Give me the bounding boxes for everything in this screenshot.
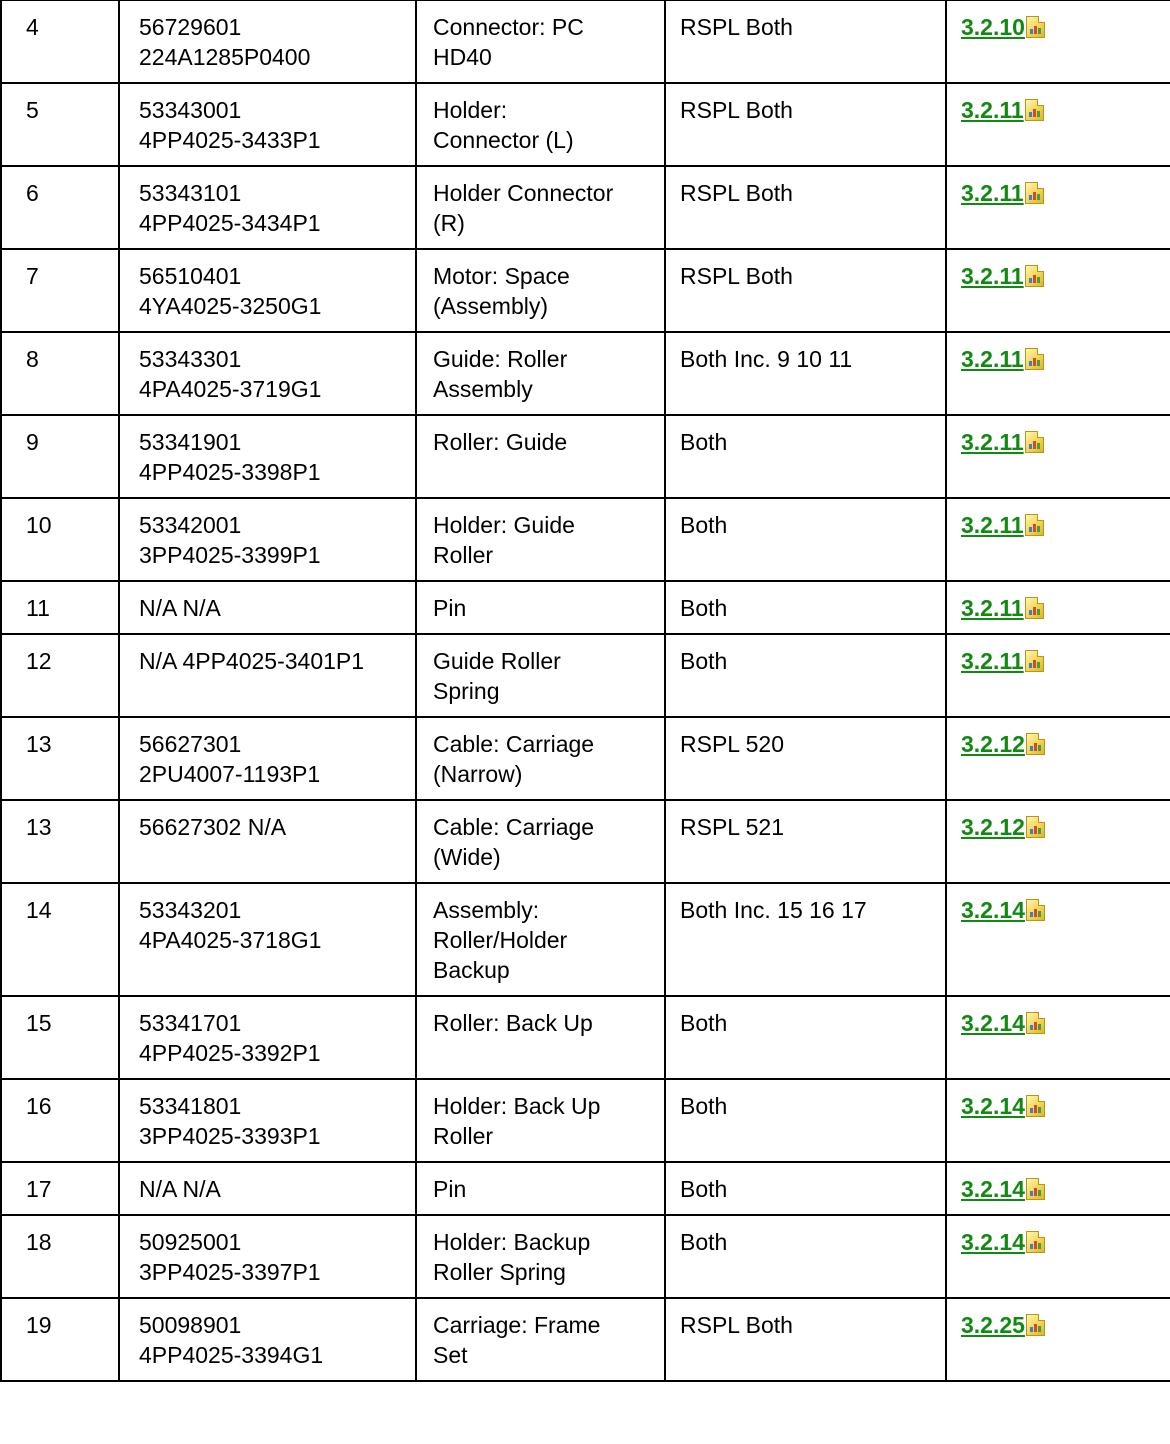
parts-table-body (1, 0, 1170, 1381)
reference-cell (946, 1298, 1170, 1381)
table-row (1, 996, 1170, 1079)
reference-link[interactable] (961, 97, 1024, 123)
item-number-cell: 16 (1, 1079, 119, 1162)
description-cell: Roller: Guide (416, 415, 665, 498)
reference-link-label: 3.2.25 (961, 1312, 1025, 1338)
reference-link-label: 3.2.14 (961, 1176, 1025, 1202)
table-row (1, 883, 1170, 996)
item-number-cell: 14 (1, 883, 119, 996)
item-number-cell: 18 (1, 1215, 119, 1298)
reference-link[interactable] (961, 1176, 1025, 1202)
description-cell: Roller: Back Up (416, 996, 665, 1079)
applicability-cell: RSPL Both (665, 1298, 946, 1381)
chart-document-icon[interactable] (1026, 899, 1045, 921)
part-numbers-cell: 56627302 N/A (119, 800, 416, 883)
reference-link[interactable] (961, 1093, 1025, 1119)
reference-link[interactable] (961, 14, 1025, 40)
item-number-cell: 19 (1, 1298, 119, 1381)
reference-link[interactable] (961, 595, 1024, 621)
part-numbers-cell: N/A N/A (119, 581, 416, 634)
reference-link[interactable] (961, 346, 1024, 372)
item-number-cell: 13 (1, 800, 119, 883)
item-number-cell: 17 (1, 1162, 119, 1215)
reference-link-label: 3.2.12 (961, 814, 1025, 840)
part-numbers-cell: N/A N/A (119, 1162, 416, 1215)
reference-link-label: 3.2.11 (961, 263, 1024, 289)
item-number-cell: 12 (1, 634, 119, 717)
reference-link[interactable] (961, 180, 1024, 206)
part-numbers-cell: 53343301 4PA4025-3719G1 (119, 332, 416, 415)
reference-cell (946, 249, 1170, 332)
item-number-cell: 5 (1, 83, 119, 166)
description-cell: Holder: Guide Roller (416, 498, 665, 581)
part-numbers-cell: 53342001 3PP4025-3399P1 (119, 498, 416, 581)
applicability-cell: RSPL 520 (665, 717, 946, 800)
applicability-cell: Both Inc. 9 10 11 (665, 332, 946, 415)
applicability-cell: Both Inc. 15 16 17 (665, 883, 946, 996)
table-row (1, 1162, 1170, 1215)
reference-link-label: 3.2.10 (961, 14, 1025, 40)
chart-document-icon[interactable] (1025, 514, 1044, 536)
description-cell: Holder: Backup Roller Spring (416, 1215, 665, 1298)
reference-link-label: 3.2.11 (961, 512, 1024, 538)
reference-cell (946, 1162, 1170, 1215)
item-number-cell: 11 (1, 581, 119, 634)
description-cell: Holder: Back Up Roller (416, 1079, 665, 1162)
reference-link[interactable] (961, 648, 1024, 674)
table-row (1, 1215, 1170, 1298)
description-cell: Pin (416, 1162, 665, 1215)
chart-document-icon[interactable] (1025, 431, 1044, 453)
table-row (1, 332, 1170, 415)
part-numbers-cell: 53343201 4PA4025-3718G1 (119, 883, 416, 996)
reference-link-label: 3.2.14 (961, 1093, 1025, 1119)
chart-document-icon[interactable] (1026, 1314, 1045, 1336)
reference-cell (946, 717, 1170, 800)
reference-cell (946, 581, 1170, 634)
applicability-cell: RSPL 521 (665, 800, 946, 883)
chart-document-icon[interactable] (1026, 733, 1045, 755)
part-numbers-cell: 53341901 4PP4025-3398P1 (119, 415, 416, 498)
description-cell: Holder Connector (R) (416, 166, 665, 249)
part-numbers-cell: 53341801 3PP4025-3393P1 (119, 1079, 416, 1162)
part-numbers-cell: 53341701 4PP4025-3392P1 (119, 996, 416, 1079)
part-numbers-cell: 56729601 224A1285P0400 (119, 0, 416, 83)
applicability-cell: Both (665, 1162, 946, 1215)
reference-cell (946, 996, 1170, 1079)
table-row (1, 0, 1170, 83)
applicability-cell: Both (665, 634, 946, 717)
reference-cell (946, 166, 1170, 249)
description-cell: Guide: Roller Assembly (416, 332, 665, 415)
table-row (1, 581, 1170, 634)
item-number-cell: 10 (1, 498, 119, 581)
reference-link[interactable] (961, 897, 1025, 923)
table-row (1, 1298, 1170, 1381)
description-cell: Motor: Space (Assembly) (416, 249, 665, 332)
table-row (1, 498, 1170, 581)
description-cell: Cable: Carriage (Narrow) (416, 717, 665, 800)
reference-link-label: 3.2.14 (961, 1229, 1025, 1255)
reference-link[interactable] (961, 429, 1024, 455)
reference-link-label: 3.2.11 (961, 180, 1024, 206)
item-number-cell: 9 (1, 415, 119, 498)
applicability-cell: Both (665, 996, 946, 1079)
reference-cell (946, 1079, 1170, 1162)
reference-link-label: 3.2.11 (961, 648, 1024, 674)
reference-cell (946, 0, 1170, 83)
reference-link-label: 3.2.14 (961, 897, 1025, 923)
description-cell: Connector: PC HD40 (416, 0, 665, 83)
table-row (1, 415, 1170, 498)
item-number-cell: 13 (1, 717, 119, 800)
table-row (1, 634, 1170, 717)
description-cell: Holder: Connector (L) (416, 83, 665, 166)
chart-document-icon[interactable] (1025, 597, 1044, 619)
reference-cell (946, 83, 1170, 166)
item-number-cell: 6 (1, 166, 119, 249)
reference-link-label: 3.2.11 (961, 595, 1024, 621)
chart-document-icon[interactable] (1026, 1178, 1045, 1200)
reference-cell (946, 883, 1170, 996)
applicability-cell: Both (665, 581, 946, 634)
reference-link[interactable] (961, 814, 1025, 840)
reference-cell (946, 415, 1170, 498)
chart-document-icon[interactable] (1026, 816, 1045, 838)
applicability-cell: Both (665, 415, 946, 498)
table-row (1, 166, 1170, 249)
applicability-cell: Both (665, 1215, 946, 1298)
chart-document-icon[interactable] (1025, 182, 1044, 204)
chart-document-icon[interactable] (1026, 16, 1045, 38)
applicability-cell: RSPL Both (665, 83, 946, 166)
reference-cell (946, 498, 1170, 581)
description-cell: Guide Roller Spring (416, 634, 665, 717)
part-numbers-cell: 56510401 4YA4025-3250G1 (119, 249, 416, 332)
part-numbers-cell: 53343101 4PP4025-3434P1 (119, 166, 416, 249)
table-row (1, 249, 1170, 332)
reference-link[interactable] (961, 731, 1025, 757)
reference-cell (946, 1215, 1170, 1298)
chart-document-icon[interactable] (1025, 650, 1044, 672)
reference-link-label: 3.2.11 (961, 346, 1024, 372)
table-row (1, 83, 1170, 166)
chart-document-icon[interactable] (1025, 265, 1044, 287)
table-row (1, 717, 1170, 800)
reference-link-label: 3.2.12 (961, 731, 1025, 757)
item-number-cell: 4 (1, 0, 119, 83)
part-numbers-cell: 50098901 4PP4025-3394G1 (119, 1298, 416, 1381)
description-cell: Assembly: Roller/Holder Backup (416, 883, 665, 996)
reference-link[interactable] (961, 1229, 1025, 1255)
reference-link-label: 3.2.11 (961, 429, 1024, 455)
table-row (1, 1079, 1170, 1162)
reference-link[interactable] (961, 1312, 1025, 1338)
applicability-cell: RSPL Both (665, 0, 946, 83)
part-numbers-cell: N/A 4PP4025-3401P1 (119, 634, 416, 717)
applicability-cell: Both (665, 498, 946, 581)
item-number-cell: 8 (1, 332, 119, 415)
part-numbers-cell: 56627301 2PU4007-1193P1 (119, 717, 416, 800)
description-cell: Carriage: Frame Set (416, 1298, 665, 1381)
item-number-cell: 7 (1, 249, 119, 332)
chart-document-icon[interactable] (1026, 1231, 1045, 1253)
reference-cell (946, 800, 1170, 883)
chart-document-icon[interactable] (1025, 99, 1044, 121)
reference-link[interactable] (961, 512, 1024, 538)
part-numbers-cell: 53343001 4PP4025-3433P1 (119, 83, 416, 166)
reference-link[interactable] (961, 1010, 1025, 1036)
reference-link-label: 3.2.14 (961, 1010, 1025, 1036)
table-row (1, 800, 1170, 883)
applicability-cell: Both (665, 1079, 946, 1162)
chart-document-icon[interactable] (1026, 1012, 1045, 1034)
reference-link[interactable] (961, 263, 1024, 289)
applicability-cell: RSPL Both (665, 166, 946, 249)
item-number-cell: 15 (1, 996, 119, 1079)
reference-cell (946, 332, 1170, 415)
chart-document-icon[interactable] (1025, 348, 1044, 370)
applicability-cell: RSPL Both (665, 249, 946, 332)
description-cell: Cable: Carriage (Wide) (416, 800, 665, 883)
part-numbers-cell: 50925001 3PP4025-3397P1 (119, 1215, 416, 1298)
reference-link-label: 3.2.11 (961, 97, 1024, 123)
chart-document-icon[interactable] (1026, 1095, 1045, 1117)
reference-cell (946, 634, 1170, 717)
description-cell: Pin (416, 581, 665, 634)
